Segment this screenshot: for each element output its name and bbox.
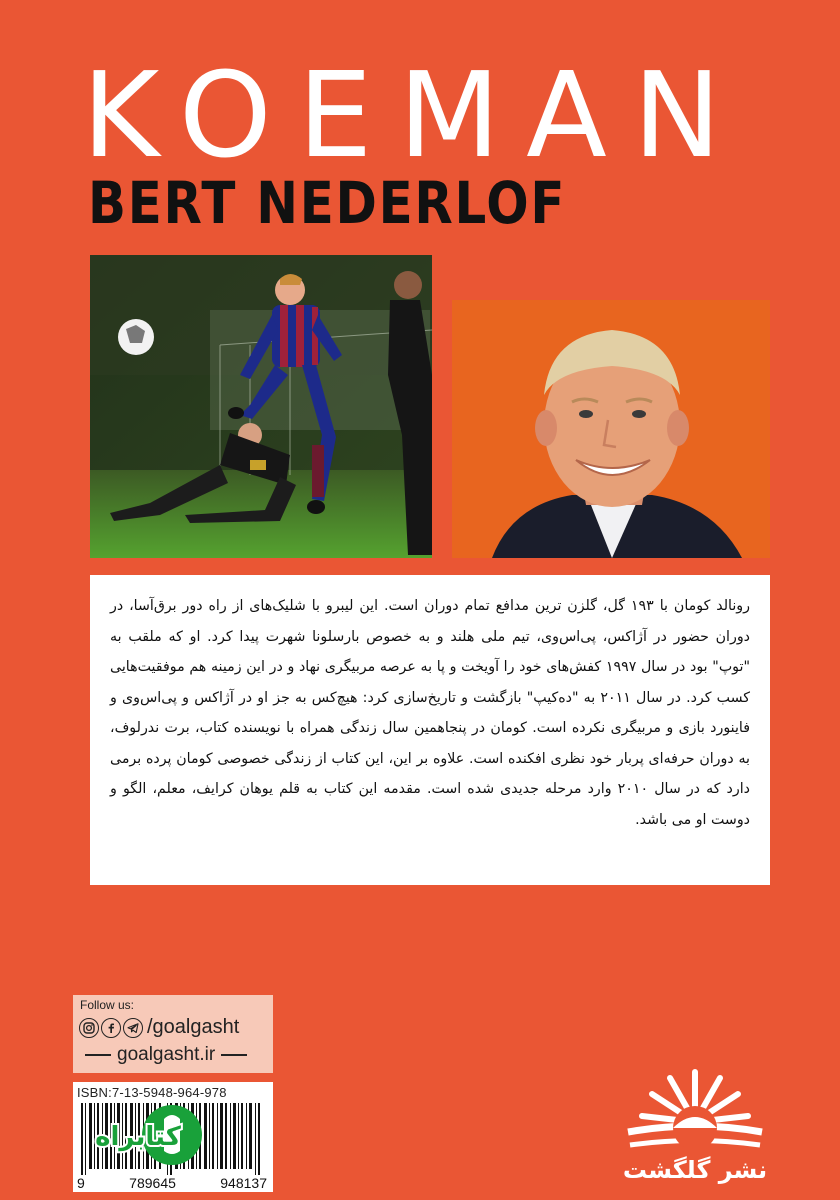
book-description: رونالد کومان با ۱۹۳ گل، گلزن ترین مدافع تمام دوران است. این لیبرو با شلیک‌های از راه دور برق‌آسا، در دوران حضور در آژاکس، پی‌اس‌وی، تیم ملی هلند و به خصوص بارسلونا شهرت پیدا کرد. او که ملقب به "توپ" بود در سال ۱۹۹۷ کفش‌های خود را آویخت و پا به عرصه مربیگری نهاد و در این زمینه هم موفقیت‌هایی کسب کرد. در سال ۲۰۱۱ به "ده‌کیپ" بازگشت و تاریخ‌سازی کرد: هیچ‌کس به جز او در آژاکس و پی‌اس‌وی و فاینورد بازی و مربیگری نکرده است. کومان در پنجاهمین سال زندگی همراه با نویسنده کتاب، برت ندرلوف، به دوران حرفه‌ای پربار خود نظری افکنده است. علاوه بر این، این کتاب از زندگی خصوصی کومان پرده برمی دارد که در سال ۲۰۱۰ وارد مرحله جدیدی شده است. مقدمه این کتاب به قلم یوهان کرایف، معلم، الگو و دوست او می باشد. — [90, 575, 770, 885]
author-name: BERT NEDERLOF — [88, 169, 567, 237]
svg-text:کتابراه: کتابراه — [95, 1122, 181, 1152]
instagram-icon[interactable] — [79, 1018, 99, 1038]
publisher-name: نشر گلگشت — [622, 1156, 768, 1184]
barcode-digits — [77, 1175, 273, 1191]
book-title: KOEMAN — [82, 46, 748, 184]
social-handle[interactable]: /goalgasht — [147, 1016, 240, 1038]
website-link[interactable]: goalgasht.ir — [117, 1044, 216, 1065]
barcode-lead-digit: 9 — [77, 1175, 85, 1191]
telegram-icon[interactable] — [123, 1018, 143, 1038]
ketabrah-watermark-logo — [38, 1097, 210, 1167]
portrait-photo — [452, 300, 770, 558]
social-links-box — [73, 995, 273, 1073]
facebook-icon[interactable] — [101, 1018, 121, 1038]
website-row — [79, 1044, 253, 1066]
social-icons-row — [79, 1016, 239, 1039]
barcode-left-digits: 789645 — [129, 1175, 176, 1191]
action-photo — [90, 255, 432, 558]
divider — [85, 1054, 111, 1056]
publisher-logo — [620, 1050, 770, 1190]
follow-us-label: Follow us: — [80, 998, 135, 1012]
isbn-label: ISBN:7-13-5948-964-978 — [77, 1085, 227, 1100]
barcode-right-digits: 948137 — [220, 1175, 267, 1191]
divider — [221, 1054, 247, 1056]
